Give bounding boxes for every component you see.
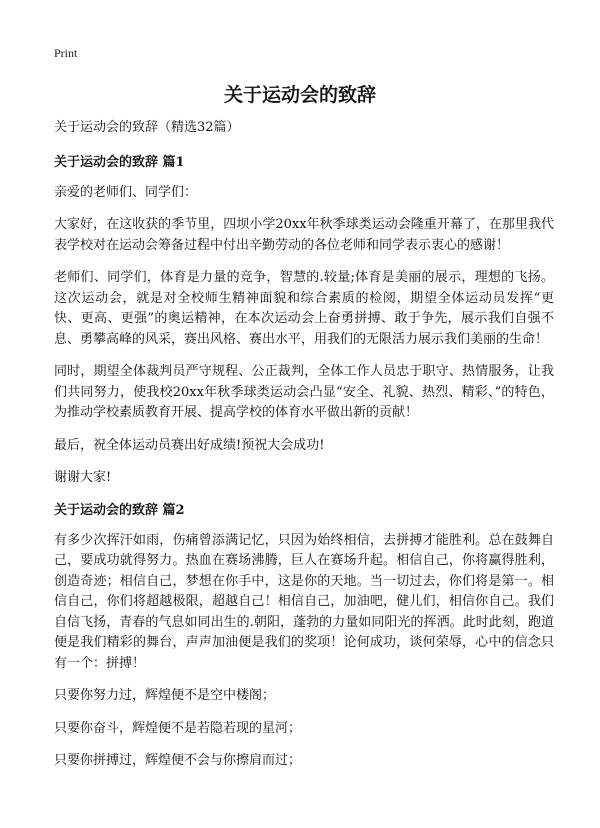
paragraph: 只要你拼搏过，辉煌便不会与你擦肩而过； bbox=[54, 753, 302, 768]
document-subtitle: 关于运动会的致辞（精选32篇） bbox=[54, 120, 240, 135]
paragraph: 老师们、同学们，体育是力量的竞争，智慧的.较量;体育是美丽的展示，理想的飞扬。这次运动会，就是对全校师生精神面貌和综合素质的检阅，期望全体运动员发挥“更快、更高、更强”的奥运精神，在本次运动会上奋勇拼搏、敢于争先，展示我们自强不息、勇攀高峰的风采，赛出风格、赛出水平，用我们的无限活力展示我们美丽的生命！ bbox=[54, 270, 554, 347]
print-label: Print bbox=[54, 46, 78, 60]
paragraph: 谢谢大家! bbox=[54, 470, 112, 485]
paragraph: 只要你奋斗，辉煌便不是若隐若现的星河； bbox=[54, 720, 302, 736]
document-body bbox=[54, 118, 554, 784]
paragraph: 大家好，在这收获的季节里，四坝小学20xx年秋季球类运动会隆重开幕了，在那里我代表学校对在运动会筹备过程中付出辛勤劳动的各位老师和同学表示衷心的感谢！ bbox=[54, 217, 554, 253]
paragraph: 同时，期望全体裁判员严守规程、公正裁判，全体工作人员忠于职守、热情服务，让我们共同努力，使我校20xx年秋季球类运动会凸显“安全、礼貌、热烈、精彩、”的特色，为推动学校素质教育开展、提高学校的体育水平做出新的贡献！ bbox=[54, 364, 554, 420]
paragraph: 有多少次挥汗如雨，伤痛曾添满记忆，只因为始终相信，去拼搏才能胜利。总在鼓舞自己，要成功就得努力。热血在赛场沸腾，巨人在赛场升起。相信自己，你将赢得胜利，创造奇迹；相信自己，梦想在你手中，这是你的天地。当一切过去，你们将是第一。相信自己，你们将超越极限，超越自己！相信自己，加油吧，健儿们，相信你自己。我们自信飞扬，青春的气息如同出生的.朝阳，蓬勃的力量如同阳光的挥洒。此时此刻，跑道便是我们精彩的舞台，声声加油便是我们的奖项！论何成功，谈何荣辱，心中的信念只有一个：拼搏！ bbox=[54, 532, 554, 671]
paragraph: 最后，祝全体运动员赛出好成绩!预祝大会成功! bbox=[54, 437, 325, 453]
document-title: 关于运动会的致辞 bbox=[223, 84, 376, 106]
section-title-1: 关于运动会的致辞 篇1 bbox=[54, 154, 185, 170]
paragraph: 只要你努力过，辉煌便不是空中楼阁； bbox=[54, 688, 276, 703]
paragraph: 亲爱的老师们、同学们： bbox=[54, 184, 198, 200]
section-title-2: 关于运动会的致辞 篇2 bbox=[54, 502, 185, 518]
